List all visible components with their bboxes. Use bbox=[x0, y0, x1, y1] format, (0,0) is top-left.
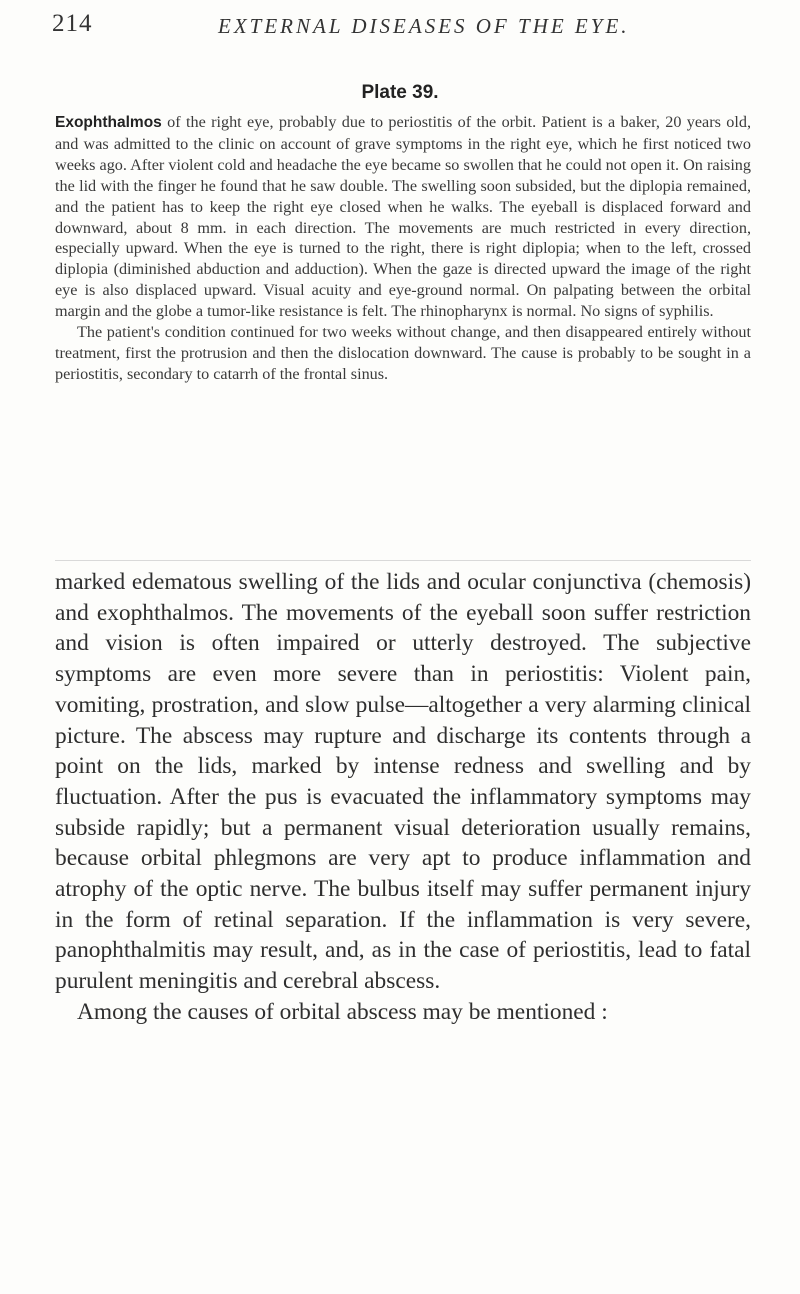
plate-caption-paragraph-2: The patient's condition continued for two weeks without change, and then disappeared entirely without treatment, first the protrusion and then the dislocation downward. The cause is probably to be sought in a periostitis, secondary to catarrh of the frontal sinus. bbox=[55, 323, 751, 383]
section-divider bbox=[55, 560, 751, 561]
plate-heading: Plate 39. bbox=[361, 82, 439, 103]
main-text bbox=[55, 567, 751, 1028]
page-number: 214 bbox=[52, 10, 93, 37]
running-head bbox=[52, 10, 740, 50]
main-text-paragraph-2: Among the causes of orbital abscess may be mentioned : bbox=[77, 998, 608, 1025]
main-text-paragraph: marked edematous swelling of the lids and ocular conjunctiva (chemosis) and exophthalmos. The movements of the eyeball soon suffer restriction and vision is often impaired or utterly destroyed. The subjective symptoms are even more severe than in periostitis: Violent pain, vomiting, prostration, and slow pulse—altogether a very alarming clinical picture. The abscess may rupture and discharge its contents through a point on the lids, marked by intense redness and swelling and by fluctuation. After the pus is evacuated the inflammatory symptoms may subside rapidly; but a permanent visual deterioration usually remains, because orbital phlegmons are very apt to produce inflammation and atrophy of the optic nerve. The bulbus itself may suffer permanent injury in the form of retinal separation. If the inflammation is very severe, panophthalmitis may result, and, as in the case of periostitis, lead to fatal purulent meningitis and cerebral abscess. bbox=[55, 569, 751, 995]
plate-caption bbox=[55, 112, 751, 385]
plate-caption-text: of the right eye, probably due to periostitis of the orbit. Patient is a baker, 20 years old, and was admitted to the clinic on account of grave symptoms in the right eye, which he first noticed two weeks ago. After violent cold and headache the eye became so swollen that he could not open it. On raising the lid with the finger he found that he saw double. The swelling soon subsided, but the diplopia remained, and the patient has to keep the right eye closed when he walks. The eyeball is displaced forward and downward, about 8 mm. in each direction. The movements are much restricted in every direction, especially upward. When the eye is turned to the right, there is right diplopia; when to the left, crossed diplopia (diminished abduction and adduction). When the gaze is directed upward the image of the right eye is also displaced upward. Visual acuity and eye-ground normal. On palpating between the orbital margin and the globe a tumor-like resistance is felt. The rhinopharynx is normal. No signs of syphilis. bbox=[55, 113, 751, 321]
plate-lead-term: Exophthalmos bbox=[55, 114, 162, 131]
plate-caption-paragraph bbox=[55, 112, 751, 322]
running-title: EXTERNAL DISEASES OF THE EYE. bbox=[218, 14, 630, 38]
